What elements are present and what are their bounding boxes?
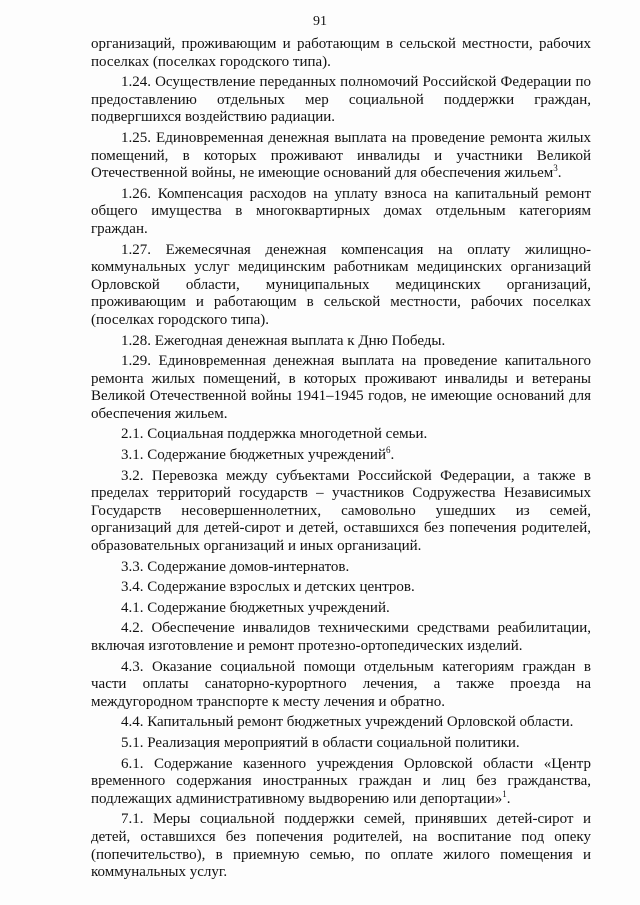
paragraph <box>91 811 591 881</box>
paragraph <box>91 600 591 618</box>
footnote-marker[interactable]: 3 <box>553 163 558 174</box>
paragraph-text: 6.1. Содержание казенного учреждения Орловской области «Центр временного содержания иностранных граждан и лиц без гражданства, подлежащих административному выдворению или депортации» <box>91 755 591 807</box>
paragraph-text: 4.4. Капитальный ремонт бюджетных учреждений Орловской области. <box>121 714 574 731</box>
paragraph-text: 1.26. Компенсация расходов на уплату взноса на капитальный ремонт общего имущества в многоквартирных домах отдельным категориям граждан. <box>91 185 591 237</box>
paragraph-text: 4.3. Оказание социальной помощи отдельным категориям граждан в части оплаты санаторно-курортного лечения, а также проезда на междугородном транспорте к месту лечения и обратно. <box>91 658 591 710</box>
page-number: 91 <box>313 14 327 29</box>
paragraph <box>91 447 591 465</box>
paragraph-text: 4.1. Содержание бюджетных учреждений. <box>121 599 390 616</box>
paragraph <box>91 468 591 556</box>
paragraph <box>91 130 591 183</box>
paragraph <box>91 242 591 330</box>
document-body <box>91 36 591 885</box>
paragraph <box>91 559 591 577</box>
paragraph <box>91 735 591 753</box>
paragraph <box>91 353 591 423</box>
footnote-marker[interactable]: 6 <box>385 445 391 456</box>
paragraph-text: 3.4. Содержание взрослых и детских центров. <box>121 579 415 596</box>
paragraph <box>91 714 591 732</box>
paragraph <box>91 186 591 239</box>
paragraph-text: 1.28. Ежегодная денежная выплата к Дню Победы. <box>121 332 446 349</box>
paragraph-text: 3.2. Перевозка между субъектами Российской Федерации, а также в пределах территорий государств – участников Содружества Независимых Государств несовершеннолетних, самовольно ушедших из семей, организаций для детей-сирот и детей, оставшихся без попечения родителей, образовательных организаций и иных организаций. <box>91 467 591 555</box>
paragraph-punctuation: . <box>390 447 395 464</box>
paragraph-text: организаций, проживающим и работающим в сельской местности, рабочих поселках (поселках городского типа). <box>91 36 591 70</box>
paragraph-text: 2.1. Социальная поддержка многодетной семьи. <box>121 426 428 443</box>
paragraph-text: 1.27. Ежемесячная денежная компенсация на оплату жилищно-коммунальных услуг медицинским работникам медицинских организаций Орловской области, муниципальных медицинских организаций, проживающим и работающим в сельской местности, рабочих поселках (поселках городского типа). <box>91 241 591 328</box>
paragraph <box>91 659 591 712</box>
paragraph-text: 5.1. Реализация мероприятий в области социальной политики. <box>121 734 520 751</box>
paragraph <box>91 36 591 71</box>
paragraph-punctuation: . <box>506 790 511 807</box>
paragraph <box>91 756 591 809</box>
paragraph <box>91 579 591 597</box>
paragraph-text: 4.2. Обеспечение инвалидов техническими средствами реабилитации, включая изготовление и ремонт протезно-ортопедических изделий. <box>91 620 591 654</box>
paragraph-text: 7.1. Меры социальной поддержки семей, принявших детей-сирот и детей, оставшихся без попечения родителей, на воспитание под опеку (попечительство), в приемную семью, по оплате жилого помещения и коммунальных услуг. <box>91 811 591 881</box>
paragraph-text: 1.24. Осуществление переданных полномочий Российской Федерации по предоставлению отдельных мер социальной поддержки граждан, подвергшихся воздействию радиации. <box>91 74 591 126</box>
footnote-marker[interactable]: 1 <box>502 788 507 799</box>
paragraph-text: 1.25. Единовременная денежная выплата на проведение ремонта жилых помещений, в которых проживают инвалиды и участники Великой Отечественной войны, не имеющие оснований для обеспечения жильем <box>91 129 591 182</box>
paragraph <box>91 620 591 655</box>
paragraph-text: 1.29. Единовременная денежная выплата на проведение капитального ремонта жилых помещений, в которых проживают инвалиды и ветераны Великой Отечественной войны 1941–1945 годов, не имеющие оснований для обеспечения жильем. <box>91 353 591 422</box>
paragraph <box>91 426 591 444</box>
paragraph-punctuation: . <box>557 165 562 182</box>
paragraph <box>91 333 591 351</box>
paragraph <box>91 74 591 127</box>
paragraph-text: 3.1. Содержание бюджетных учреждений <box>121 447 386 464</box>
paragraph-text: 3.3. Содержание домов-интернатов. <box>121 558 350 575</box>
